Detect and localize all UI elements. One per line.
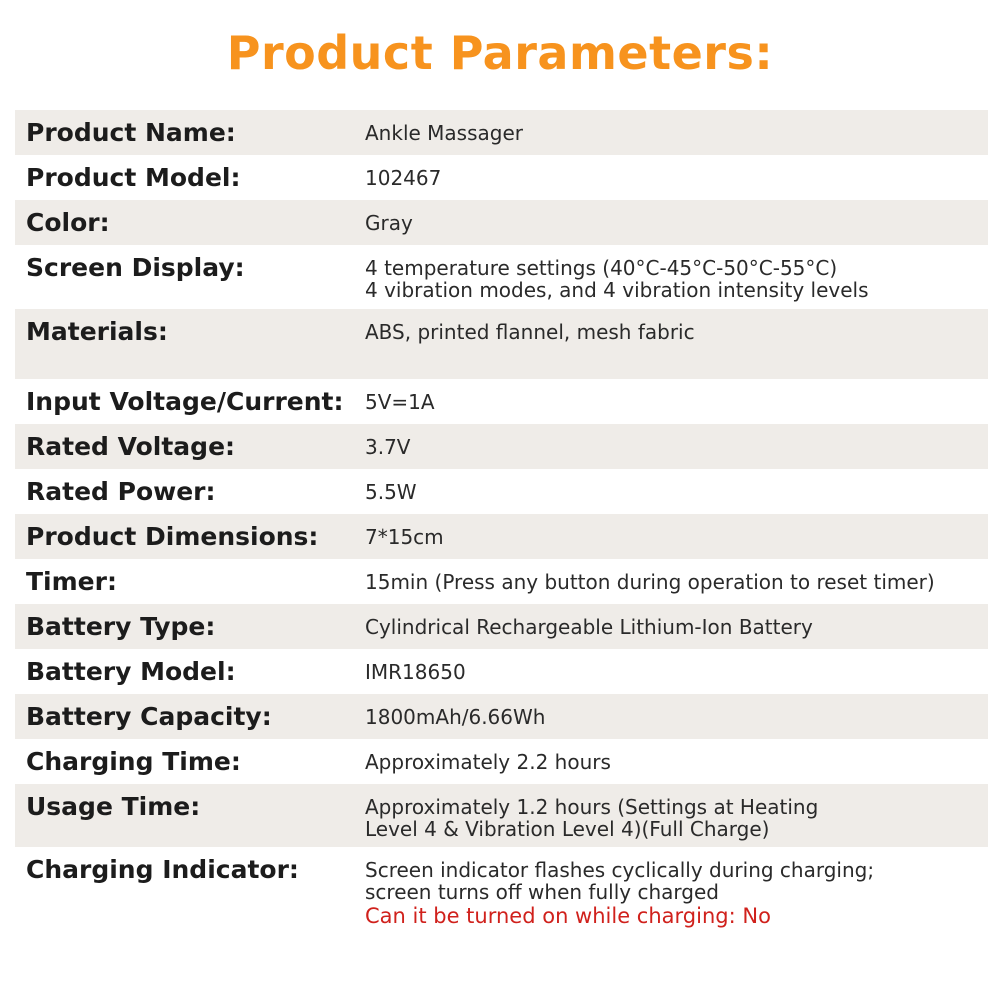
spec-value: Screen indicator flashes cyclically during charging; screen turns off when fully charged Can it be turned on while charging: No — [365, 847, 988, 929]
spec-label: Battery Model: — [26, 657, 236, 686]
spec-row-screen-display — [15, 245, 988, 309]
spec-value: 102467 — [365, 166, 442, 190]
spec-label: Usage Time: — [26, 792, 201, 821]
charging-note: Can it be turned on while charging: No — [365, 904, 771, 928]
spec-label: Materials: — [26, 317, 168, 346]
spec-value: 3.7V — [365, 435, 411, 459]
spec-value: Cylindrical Rechargeable Lithium-Ion Battery — [365, 615, 813, 639]
spec-value: Ankle Massager — [365, 121, 523, 145]
spec-row-product-name — [15, 110, 988, 155]
spec-row-charging-time — [15, 739, 988, 784]
spec-row-usage-time — [15, 784, 988, 847]
spec-value: 4 temperature settings (40°C-45°C-50°C-55°C) 4 vibration modes, and 4 vibration intensity levels — [365, 256, 869, 302]
spec-label: Product Dimensions: — [26, 522, 319, 551]
spec-table — [15, 110, 988, 943]
spec-label: Rated Power: — [26, 477, 216, 506]
spec-row-battery-model — [15, 649, 988, 694]
spec-value: 7*15cm — [365, 525, 444, 549]
spec-row-timer — [15, 559, 988, 604]
spec-label: Product Name: — [26, 118, 236, 147]
spec-label: Battery Type: — [26, 612, 216, 641]
page-title: Product Parameters: — [226, 26, 774, 80]
spec-label: Screen Display: — [26, 253, 245, 282]
spec-row-product-model — [15, 155, 988, 200]
spec-row-rated-voltage — [15, 424, 988, 469]
spec-label: Battery Capacity: — [26, 702, 272, 731]
spec-row-battery-type — [15, 604, 988, 649]
spec-value: ABS, printed flannel, mesh fabric — [365, 320, 695, 344]
spec-label: Charging Time: — [26, 747, 241, 776]
spec-row-charging-indicator — [15, 847, 988, 943]
spec-value: Approximately 2.2 hours — [365, 750, 611, 774]
spec-row-materials — [15, 309, 988, 379]
spec-label: Timer: — [26, 567, 117, 596]
spec-row-product-dimensions — [15, 514, 988, 559]
spec-value: 5.5W — [365, 480, 417, 504]
spec-value: 1800mAh/6.66Wh — [365, 705, 546, 729]
spec-label: Charging Indicator: — [26, 855, 299, 884]
spec-value: 15min (Press any button during operation to reset timer) — [365, 570, 935, 594]
spec-label: Rated Voltage: — [26, 432, 236, 461]
spec-row-color — [15, 200, 988, 245]
spec-row-input-voltage — [15, 379, 988, 424]
spec-row-battery-capacity — [15, 694, 988, 739]
spec-row-rated-power — [15, 469, 988, 514]
spec-value: Approximately 1.2 hours (Settings at Heating Level 4 & Vibration Level 4)(Full Charge) — [365, 795, 819, 841]
spec-value: IMR18650 — [365, 660, 466, 684]
spec-value: 5V=1A — [365, 390, 435, 414]
spec-label: Product Model: — [26, 163, 241, 192]
spec-label: Input Voltage/Current: — [26, 387, 344, 416]
spec-value: Gray — [365, 211, 413, 235]
spec-label: Color: — [26, 208, 110, 237]
